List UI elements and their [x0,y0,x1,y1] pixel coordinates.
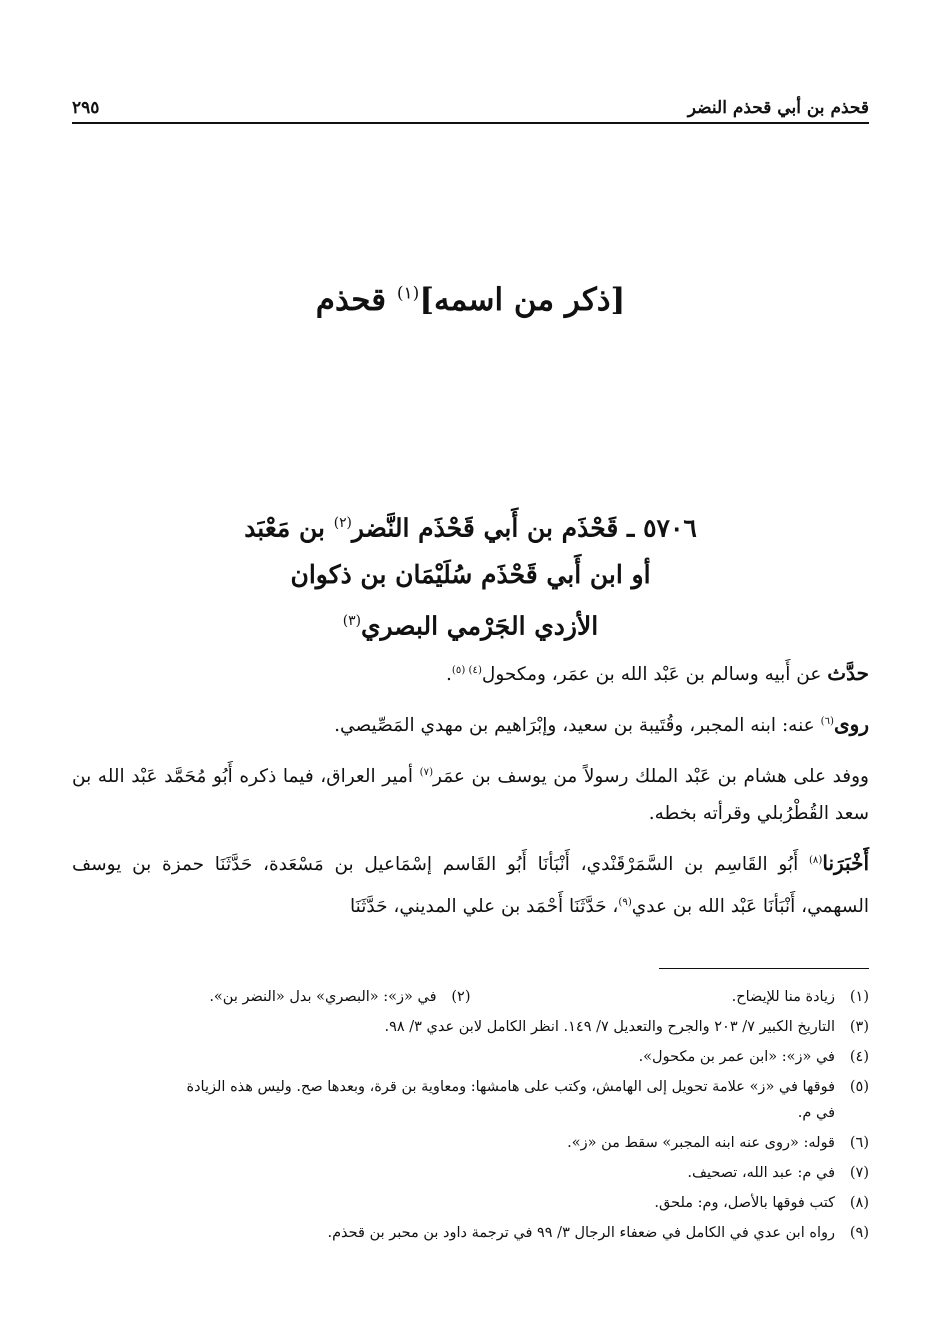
paragraph-text: . [445,664,452,686]
footnote-text: كتب فوقها بالأصل، وم: ملحق. [654,1195,835,1211]
footnote-text: في «ز»: «البصري» بدل «النضر بن». [209,989,437,1005]
section-title-text: [ذكر من اسمه] [419,282,626,318]
footnote-number: (٧) [849,1165,869,1181]
footnote [72,1218,869,1248]
footnote-text: قوله: «روى عنه ابنه المجبر» سقط من «ز». [567,1135,835,1151]
footnote-number: (٥) [849,1079,869,1095]
footnote [72,1072,869,1102]
footnote [72,1188,869,1218]
keyword: حدَّث [827,661,869,686]
footnote-number: (٣) [849,1019,869,1035]
paragraph [72,754,869,832]
keyword: روى [834,712,869,737]
footnote-pair [72,982,869,1012]
paragraph-text: ووفد على هشام بن عَبْد الملك رسولاً من يوسف بن عمَر [433,766,869,788]
footnote-ref[interactable]: (٧) [419,767,434,779]
entry-heading-line: أو ابن أَبي قَحْذَم سُلَيْمَان بن ذكوان [290,560,651,590]
section-title-name: قحذم [315,282,397,318]
paragraph [72,652,869,693]
paragraph-text: أمير العراق، فيما ذكره أَبُو مُحَمَّد عَبْد الله بن سعد القُطْرُبلي وقرأته بخطه. [72,766,869,825]
paragraph-text: ، حَدَّثَنَا أَحْمَد بن علي المديني، حَدَّثَنَا [350,895,619,917]
footnote [72,1012,869,1042]
entry-heading-line [72,598,869,649]
footnote-ref[interactable]: (٦) [820,716,835,728]
entry-heading-line [72,500,869,551]
paragraph [72,703,869,744]
running-title: قحذم بن أبي قحذم النضر [687,98,869,118]
entry-heading [72,500,869,650]
footnote-ref[interactable]: (٩) [618,896,632,908]
paragraph-text: عنه: ابنه المجبر، وقُتَيبة بن سعيد، وإبْرَاهيم بن مهدي المَصِّيصي. [334,715,821,737]
footnote-ref[interactable]: (٤) (٥) [451,665,482,676]
footnote [72,1128,869,1158]
keyword: أَخْبَرَنا [822,851,869,876]
footnotes [72,982,869,1248]
footnote-text: فوقها في «ز» علامة تحويل إلى الهامش، وكتب على هامشها: ومعاوية بن قرة، وبعدها صح. وليس هذه الزيادة [186,1079,835,1095]
entry-name: ٥٧٠٦ ـ قَحْذَم بن أَبي قَحْذَم النَّضر [351,513,697,543]
footnote-number: (١) [849,989,869,1005]
footnote [72,982,471,1012]
footnote-continuation: في م. [797,1105,835,1121]
paragraph-text: أَبُو القَاسِم بن السَّمَرْقَنْدي، أَنْبَأنَا أَبُو القَاسم إسْمَاعيل بن مَسْعَدة، حَدَّثَنَا حمزة بن يوسف السهمي، أَنْبَأنَا عَبْد الله بن عدي [72,854,869,917]
footnote-number: (٩) [849,1225,869,1241]
body-text [72,652,869,935]
footnote-number: (٨) [849,1195,869,1211]
footnote-text: في «ز»: «ابن عمر بن مكحول». [638,1049,835,1065]
entry-nisba: الأزدي الجَرْمي البصري [360,611,599,641]
footnote-divider [659,968,869,969]
footnote-text: رواه ابن عدي في الكامل في ضعفاء الرجال ٣/ ٩٩ في ترجمة داود بن محبر بن قحذم. [327,1225,835,1241]
footnote-ref[interactable]: (١) [396,283,420,304]
running-header [72,88,869,124]
footnote [72,1158,869,1188]
footnote-text: زيادة منا للإيضاح. [731,989,835,1005]
section-title [72,282,869,318]
footnote-number: (٤) [849,1049,869,1065]
footnote-text: التاريخ الكبير ٧/ ٢٠٣ والجرح والتعديل ٧/ ١٤٩. انظر الكامل لابن عدي ٣/ ٩٨. [384,1019,835,1035]
footnote-number: (٢) [451,989,471,1005]
entry-name-tail: بن مَعْبَد [244,513,334,543]
paragraph [72,842,869,924]
footnote [72,1042,869,1072]
footnote-ref[interactable]: (٢) [333,515,352,531]
footnote [471,982,870,1012]
page-number: ٢٩٥ [72,98,100,118]
footnote-number: (٦) [849,1135,869,1151]
footnote-ref[interactable]: (٣) [342,613,361,630]
footnote-ref[interactable]: (٨) [808,855,823,867]
footnote-text: في م: عبد الله، تصحيف. [687,1165,835,1181]
paragraph-text: عن أَبيه وسالم بن عَبْد الله بن عمَر، ومكحول [481,664,828,686]
